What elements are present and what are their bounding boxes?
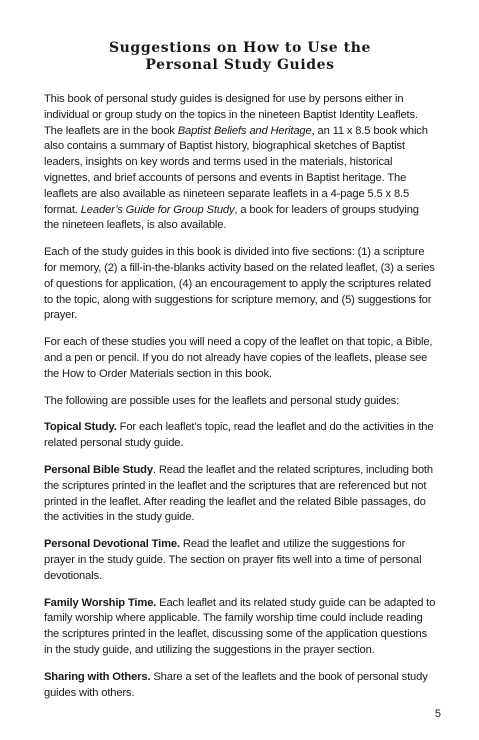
use-heading: Personal Devotional Time.: [44, 538, 180, 551]
use-personal-devotional-time: [44, 537, 436, 584]
intro-paragraph: [44, 92, 436, 234]
leaders-guide-title: Leader’s Guide for Group Study: [80, 203, 235, 216]
use-sharing-with-others: [44, 670, 436, 702]
use-text: Share a set of the leaflets and the book of personal study guides with others.: [44, 670, 428, 699]
use-text: For each leaflet’s topic, read the leaflet and do the activities in the related personal study guide.: [44, 421, 434, 450]
intro-text-1: This book of personal study guides is designed for use by persons either in individual or group study on the topics in the nineteen Baptist Identity Leaflets. The leaflets are in the book: [44, 93, 418, 137]
intro-text-3: , a book for leaders of groups studying the nineteen leaflets, is also available.: [44, 203, 419, 232]
page-title: [44, 40, 436, 74]
page-number: 5: [434, 708, 441, 720]
use-text: Read the leaflet and utilize the suggestions for prayer in the study guide. The section on prayer fits well into a time of personal devotionals.: [44, 538, 422, 582]
use-heading: Topical Study.: [44, 421, 117, 434]
use-personal-bible-study: [44, 463, 436, 526]
use-heading: Family Worship Time.: [44, 596, 157, 609]
use-topical-study: [44, 420, 436, 452]
uses-intro-paragraph: The following are possible uses for the leaflets and personal study guides:: [44, 394, 400, 407]
title-line-1: Suggestions on How to Use the: [108, 40, 372, 56]
use-heading: Personal Bible Study: [44, 463, 153, 476]
document-page: [44, 40, 436, 712]
intro-text-2: , an 11 x 8.5 book which also contains a summary of Baptist history, biographical sketches of Baptist leaders, insights on key words and terms used in the materials, historical vignettes, and brief accounts of persons and events in Baptist heritage. The leaflets are also available as nineteen separate leaflets in a 4-page 5.5 x 8.5 format.: [44, 124, 428, 216]
use-family-worship-time: [44, 596, 436, 659]
title-line-2: Personal Study Guides: [145, 57, 335, 73]
use-text: Each leaflet and its related study guide can be adapted to family worship where applicable. The family worship time could include reading the scriptures printed in the leaflet, discussing some of the application questions in the study guide, and utilizing the suggestions in the prayer section.: [44, 596, 436, 656]
sections-paragraph: Each of the study guides in this book is divided into five sections: (1) a scripture for memory, (2) a fill-in-the-blanks activity based on the related leaflet, (3) a series of questions for application, (4) an encouragement to apply the scriptures related to the topic, along with suggestions for scripture memory, and (5) suggestions for prayer.: [44, 246, 435, 322]
use-heading: Sharing with Others.: [44, 670, 151, 683]
book-title: Baptist Beliefs and Heritage: [177, 124, 312, 137]
use-text: . Read the leaflet and the related scriptures, including both the scriptures printed in the leaflet and the scriptures that are referenced but not printed in the leaflet. After reading the leaflet and the related Bible passages, do the activities in the study guide.: [44, 463, 433, 524]
materials-paragraph: For each of these studies you will need a copy of the leaflet on that topic, a Bible, and a pen or pencil. If you do not already have copies of the leaflets, please see the How to Order Materials section in this book.: [44, 336, 433, 380]
